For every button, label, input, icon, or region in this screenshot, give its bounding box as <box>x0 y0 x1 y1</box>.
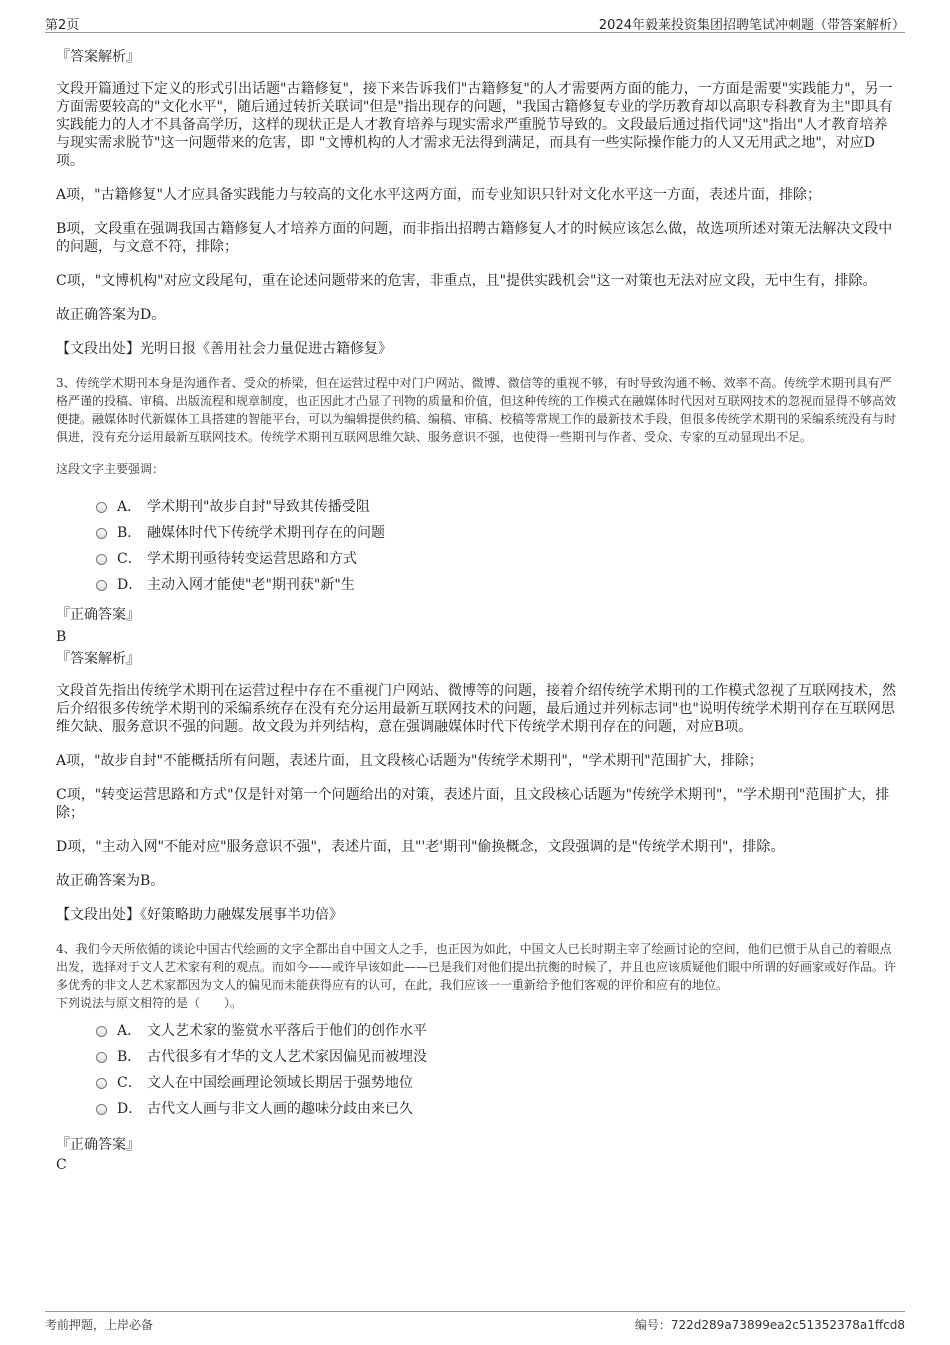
q2-conclusion: 故正确答案为D。 <box>56 307 166 323</box>
q3-analysis-d: D项，"主动入网"不能对应"服务意识不强"，表述片面，且"'老'期刊"偷换概念，文段强调的是"传统学术期刊"，排除。 <box>56 839 785 855</box>
radio-icon[interactable] <box>96 1078 107 1089</box>
q2-analysis-a: A项，"古籍修复"人才应具备实践能力与较高的文化水平这两方面，而专业知识只针对文化水平这一方面，表述片面，排除； <box>56 187 821 203</box>
q2-source: 【文段出处】光明日报《善用社会力量促进古籍修复》 <box>56 341 392 357</box>
radio-icon[interactable] <box>96 554 107 565</box>
q2-analysis-label: 『答案解析』 <box>56 49 140 65</box>
q4-options <box>96 1018 896 1122</box>
footer-slogan: 考前押题，上岸必备 <box>45 1318 154 1332</box>
page-number: 第2页 <box>45 18 80 33</box>
q4-stem: 4、我们今天所依循的谈论中国古代绘画的文字全都出自中国文人之手，也正因为如此，中国文人已长时期主宰了绘画讨论的空间，他们已惯于从自己的着眼点出发，选择对于文人艺术家有利的观点。而如今——或许早该如此——已是我们对他们提出抗衡的时候了，并且也应该质疑他们眼中所谓的好画家或好作品。许多优秀的非文人艺术家都因为文人的偏见而未能获得应有的认可，在此，我们应该一一重新给予他们客观的评价和应有的地位。 <box>56 942 897 992</box>
q4-option-c[interactable]: C． 文人在中国绘画理论领域长期居于强势地位 <box>96 1070 896 1096</box>
q4-option-a[interactable]: A． 文人艺术家的鉴赏水平落后于他们的创作水平 <box>96 1018 896 1044</box>
q3-analysis-label: 『答案解析』 <box>56 651 140 667</box>
q3-conclusion: 故正确答案为B。 <box>56 873 165 889</box>
radio-icon[interactable] <box>96 502 107 513</box>
q2-analysis-intro: 文段开篇通过下定义的形式引出话题"古籍修复"，接下来告诉我们"古籍修复"的人才需要两方面的能力，一方面是需要"实践能力"，另一方面需要较高的"文化水平"，随后通过转折关联词"但是"指出现存的问题，"我国古籍修复专业的学历教育却以高职专科教育为主"即具有实践能力的人才不具备高学历，这样的现状正是人才教育培养与现实需求严重脱节导致的。文段最后通过指代词"这"指出"人才教育培养与现实需求脱节"这一问题带来的危害，即 "文博机构的人才需求无法得到满足，而具有一些实际操作能力的人又无用武之地"，对应D项。 <box>56 81 893 169</box>
q4-question: 下列说法与原文相符的是（ ）。 <box>56 996 243 1010</box>
q3-option-a[interactable]: A． 学术期刊"故步自封"导致其传播受阻 <box>96 494 896 520</box>
q4-answer-label: 『正确答案』 <box>56 1137 140 1153</box>
document-title: 2024年毅莱投资集团招聘笔试冲刺题（带答案解析） <box>598 18 905 33</box>
radio-icon[interactable] <box>96 580 107 591</box>
q3-stem: 3、传统学术期刊本身是沟通作者、受众的桥梁，但在运营过程中对门户网站、微博、微信等的重视不够，有时导致沟通不畅、效率不高。传统学术期刊具有严格严谨的投稿、审稿、出版流程和规章制度，也正因此才凸显了刊物的质量和价值，但这种传统的工作模式在融媒体时代因对互联网技术的忽视而显得不够高效便捷。融媒体时代新媒体工具搭建的智能平台，可以为编辑提供约稿、编稿、审稿、校稿等常规工作的最新技术手段，但很多传统学术期刊的采编系统没有与时俱进，没有充分运用最新互联网技术。传统学术期刊互联网思维欠缺、服务意识不强，也使得一些期刊与作者、受众、专家的互动显现出不足。 <box>56 376 897 444</box>
q3-analysis-c: C项，"转变运营思路和方式"仅是针对第一个问题给出的对策，表述片面，且文段核心话题为"传统学术期刊"，"学术期刊"范围扩大，排除； <box>56 787 890 821</box>
radio-icon[interactable] <box>96 1052 107 1063</box>
q3-option-b[interactable]: B． 融媒体时代下传统学术期刊存在的问题 <box>96 520 896 546</box>
document-body <box>56 48 896 1176</box>
q3-option-c[interactable]: C． 学术期刊亟待转变运营思路和方式 <box>96 546 896 572</box>
q4-answer: C <box>56 1157 67 1173</box>
radio-icon[interactable] <box>96 528 107 539</box>
document-id: 编号：722d289a73899ea2c51352378a1ffcd8 <box>634 1318 905 1332</box>
q3-answer-label: 『正确答案』 <box>56 607 140 623</box>
q3-question: 这段文字主要强调： <box>56 462 165 476</box>
q3-source: 【文段出处】《好策略助力融媒发展事半功倍》 <box>56 907 343 923</box>
q3-analysis-a: A项，"故步自封"不能概括所有问题，表述片面，且文段核心话题为"传统学术期刊"，"学术期刊"范围扩大，排除； <box>56 753 763 769</box>
radio-icon[interactable] <box>96 1104 107 1115</box>
q3-option-d[interactable]: D． 主动入网才能使"老"期刊获"新"生 <box>96 572 896 598</box>
q4-option-b[interactable]: B． 古代很多有才华的文人艺术家因偏见而被埋没 <box>96 1044 896 1070</box>
page-footer <box>45 1311 905 1336</box>
radio-icon[interactable] <box>96 1026 107 1037</box>
page-header <box>45 10 905 33</box>
q3-analysis-intro: 文段首先指出传统学术期刊在运营过程中存在不重视门户网站、微博等的问题，接着介绍传统学术期刊的工作模式忽视了互联网技术，然后介绍很多传统学术期刊的采编系统存在没有充分运用最新互联网技术的问题，最后通过并列标志词"也"说明传统学术期刊存在互联网思维欠缺、服务意识不强的问题。故文段为并列结构，意在强调融媒体时代下传统学术期刊存在的问题，对应B项。 <box>56 683 896 735</box>
q3-answer: B <box>56 629 67 645</box>
q3-options <box>96 494 896 598</box>
q4-option-d[interactable]: D． 古代文人画与非文人画的趣味分歧由来已久 <box>96 1096 896 1122</box>
q2-analysis-c: C项，"文博机构"对应文段尾句，重在论述问题带来的危害，非重点，且"提供实践机会"这一对策也无法对应文段，无中生有，排除。 <box>56 273 877 289</box>
q2-analysis-b: B项，文段重在强调我国古籍修复人才培养方面的问题，而非指出招聘古籍修复人才的时候应该怎么做，故选项所述对策无法解决文段中的问题，与文意不符，排除； <box>56 221 893 255</box>
